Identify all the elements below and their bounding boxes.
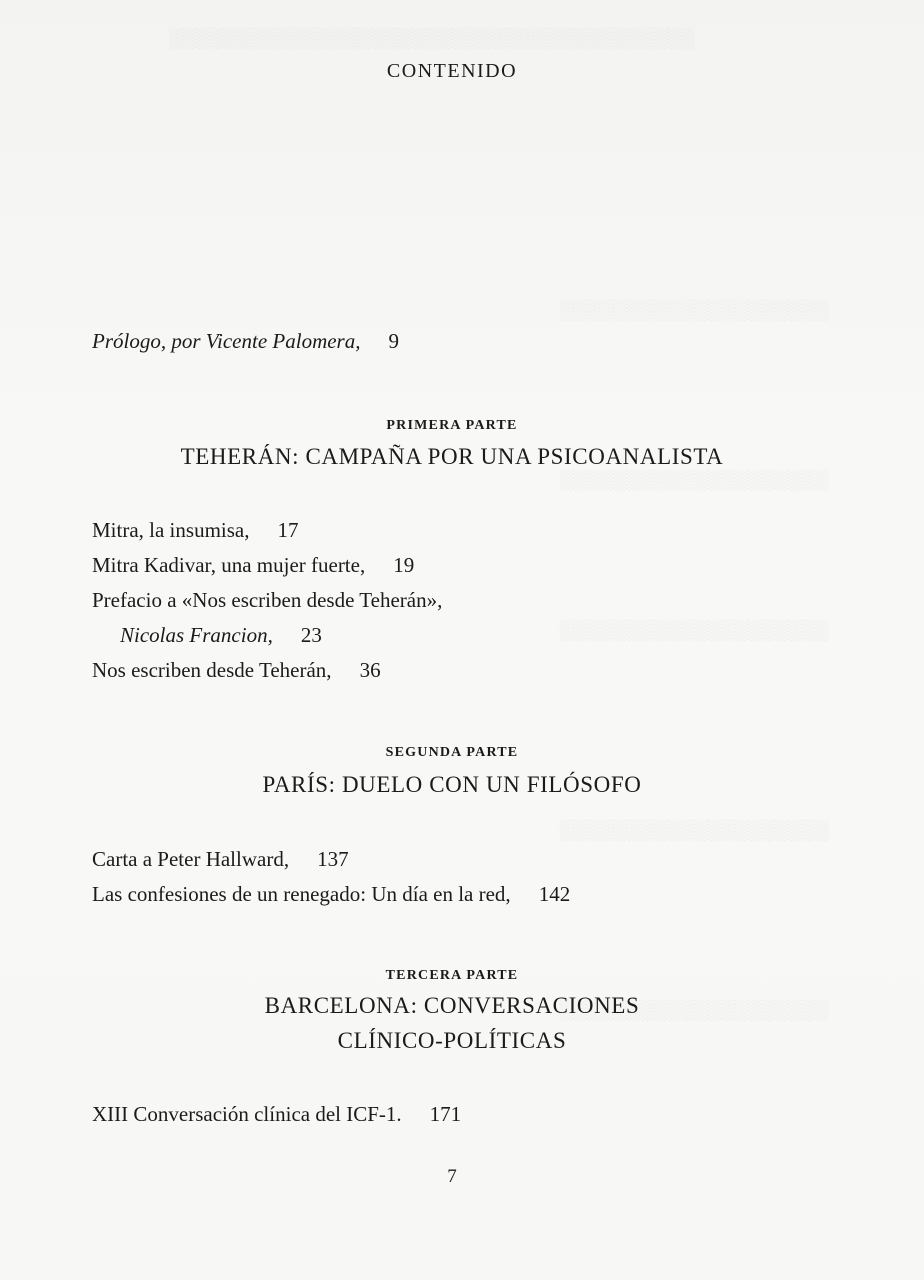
toc-entry-page: 9 [388,329,399,353]
part-title-line1: BARCELONA: CONVERSACIONES [264,993,640,1018]
toc-entry-label: Prólogo, por Vicente Palomera, [92,329,361,353]
toc-entry-page: 142 [538,882,571,906]
toc-entry [92,550,414,580]
bleed-through-text: ░░░░░░░░░░░░░░░░░░░░ [560,470,830,491]
part-label: SEGUNDA PARTE [385,745,519,760]
toc-entry-page: 19 [393,553,415,577]
part-title: PARÍS: DUELO CON UN FILÓSOFO [262,772,642,797]
page-number: 7 [447,1166,457,1187]
toc-entry-label: XIII Conversación clínica del ICF-1. [92,1102,402,1126]
part-title: TEHERÁN: CAMPAÑA POR UNA PSICOANALISTA [180,444,724,469]
toc-entry [92,585,442,615]
toc-entry-label: Prefacio a «Nos escriben desde Teherán», [92,588,443,612]
toc-entry [92,844,349,874]
bleed-through-text: ░░░░░░░░░░░░░░░░░░░░░░░░░░░░░░░░░░░░░░░ [170,28,695,49]
part-label: PRIMERA PARTE [386,418,518,433]
bleed-through-text: ░░░░░░░░░░░░░░░░░░░░ [560,300,830,321]
toc-entry-page: 36 [359,658,381,682]
toc-entry-label: Mitra, la insumisa, [92,518,250,542]
toc-entry-page: 17 [277,518,299,542]
bleed-through-text: ░░░░░░░░░░░░░░░░░░░░ [560,1000,830,1021]
toc-entry-label: Mitra Kadivar, una mujer fuerte, [92,553,366,577]
toc-entry-page: 23 [300,623,322,647]
toc-entry [92,1099,461,1129]
toc-entry [92,879,570,909]
toc-entry-label: Carta a Peter Hallward, [92,847,290,871]
toc-entry [92,655,381,685]
toc-entry-prologue [92,326,399,356]
toc-entry [92,515,298,545]
part-label: TERCERA PARTE [385,968,519,983]
bleed-through-text: ░░░░░░░░░░░░░░░░░░░░ [560,620,830,641]
toc-entry-page: 137 [317,847,349,871]
toc-entry-page: 171 [429,1102,462,1126]
contents-title: CONTENIDO [386,60,518,82]
toc-entry-label: Nicolas Francion, [120,623,273,647]
toc-entry [120,620,322,650]
part-title-line2: CLÍNICO-POLÍTICAS [337,1028,567,1053]
toc-entry-label: Las confesiones de un renegado: Un día en la red, [92,882,511,906]
toc-entry-label: Nos escriben desde Teherán, [92,658,332,682]
bleed-through-text: ░░░░░░░░░░░░░░░░░░░░ [560,820,830,841]
